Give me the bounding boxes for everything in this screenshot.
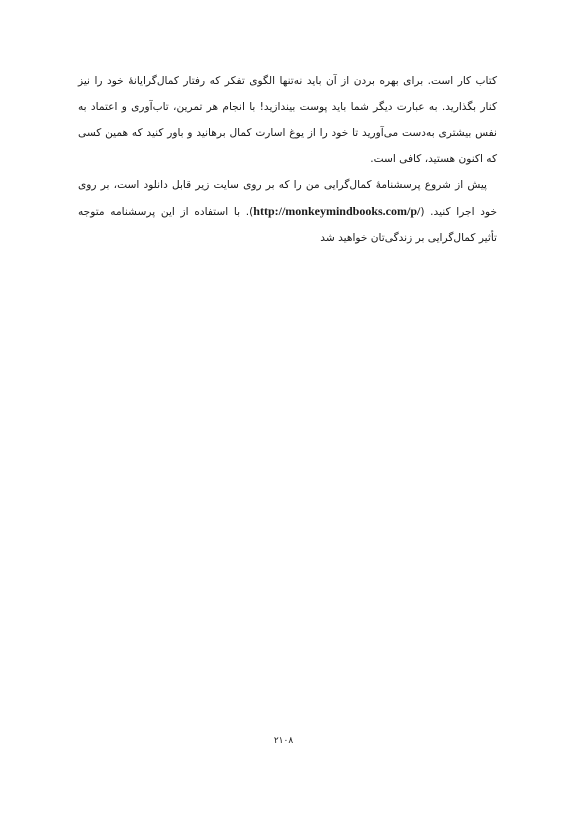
paragraph-2-text-start: پیش از شروع پرسشنامهٔ کمال‌گرایی من را که بر روی سایت زیر قابل دانلود است، بر روی خود اجرا کنید. ( (78, 179, 497, 218)
paragraph-1: کتاب کار است. برای بهره بردن از آن باید نه‌تنها الگوی تفکر که رفتار کمال‌گرایانهٔ خود را نیز کنار بگذارید. به عبارت دیگر شما باید پوست بیندازید! با انجام هر تمرین، تاب‌آوری و اعتماد به نفس بیشتری به‌دست می‌آورید تا خود را از یوغ اسارت کمال برهانید و باور کنید که همین کسی که اکنون هستید، کافی است. (78, 75, 497, 165)
page-number: ۲۱۰۸ (273, 736, 294, 746)
paragraph-2 (78, 172, 497, 251)
download-url: http://monkeymindbooks.com/p/ (253, 204, 421, 218)
body-text (78, 68, 497, 251)
paragraph-2-text-end: ). با استفاده از این پرسشنامه متوجه تأثیر کمال‌گرایی بر زندگی‌تان خواهید شد (78, 206, 497, 244)
